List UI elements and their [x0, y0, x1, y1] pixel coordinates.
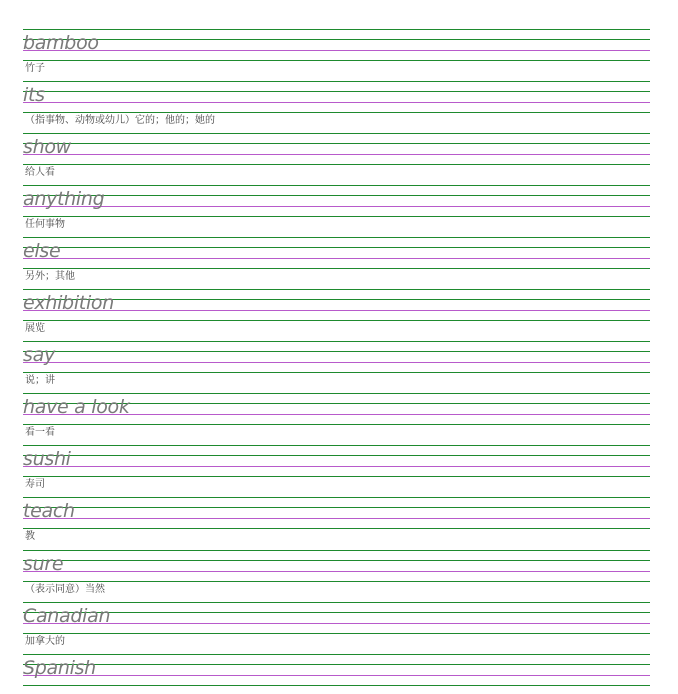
guide-line — [23, 581, 650, 582]
vocab-meaning: 看一看 — [25, 427, 55, 438]
vocab-entry — [23, 185, 650, 237]
guide-line — [23, 320, 650, 321]
vocab-word: Spanish — [23, 657, 96, 679]
baseline-guide — [23, 206, 650, 207]
vocab-meaning: 另外；其他 — [25, 271, 75, 282]
guide-line — [23, 424, 650, 425]
guide-line — [23, 216, 650, 217]
baseline-guide — [23, 362, 650, 363]
guide-line — [23, 112, 650, 113]
guide-line — [23, 195, 650, 196]
guide-line — [23, 81, 650, 82]
guide-line — [23, 445, 650, 446]
guide-line — [23, 602, 650, 603]
baseline-guide — [23, 310, 650, 311]
guide-line — [23, 550, 650, 551]
vocab-meaning: 给人看 — [25, 167, 55, 178]
guide-line — [23, 633, 650, 634]
vocab-meaning: 寿司 — [25, 479, 45, 490]
vocab-word: its — [23, 84, 45, 106]
vocab-entry — [23, 654, 650, 690]
vocab-word: exhibition — [23, 292, 114, 314]
vocab-meaning: 教 — [25, 531, 35, 542]
guide-line — [23, 247, 650, 248]
vocab-entry — [23, 289, 650, 341]
baseline-guide — [23, 258, 650, 259]
vocab-word: sushi — [23, 448, 71, 470]
guide-line — [23, 289, 650, 290]
guide-line — [23, 560, 650, 561]
guide-line — [23, 133, 650, 134]
vocab-meaning: 展览 — [25, 323, 45, 334]
vocab-entry — [23, 29, 650, 81]
guide-line — [23, 39, 650, 40]
vocab-meaning: 竹子 — [25, 63, 45, 74]
guide-line — [23, 393, 650, 394]
guide-line — [23, 164, 650, 165]
vocab-meaning: （指事物、动物或幼儿）它的；他的；她的 — [25, 115, 215, 126]
vocab-meaning: 加拿大的 — [25, 636, 65, 647]
guide-line — [23, 185, 650, 186]
guide-line — [23, 268, 650, 269]
baseline-guide — [23, 623, 650, 624]
vocab-meaning: 说；讲 — [25, 375, 55, 386]
vocab-word: anything — [23, 188, 105, 210]
vocab-entry — [23, 602, 650, 654]
baseline-guide — [23, 675, 650, 676]
baseline-guide — [23, 154, 650, 155]
baseline-guide — [23, 50, 650, 51]
vocab-word: bamboo — [23, 32, 99, 54]
guide-line — [23, 351, 650, 352]
guide-line — [23, 685, 650, 686]
guide-line — [23, 29, 650, 30]
vocab-word: Canadian — [23, 605, 111, 627]
baseline-guide — [23, 518, 650, 519]
guide-line — [23, 91, 650, 92]
vocab-entry — [23, 393, 650, 445]
guide-line — [23, 341, 650, 342]
guide-line — [23, 507, 650, 508]
vocab-entry — [23, 237, 650, 289]
guide-line — [23, 60, 650, 61]
guide-line — [23, 143, 650, 144]
vocab-meaning: 任何事物 — [25, 219, 65, 230]
vocab-entry — [23, 81, 650, 133]
guide-line — [23, 237, 650, 238]
vocab-entry — [23, 550, 650, 602]
guide-line — [23, 664, 650, 665]
baseline-guide — [23, 466, 650, 467]
vocab-word: else — [23, 240, 61, 262]
guide-line — [23, 299, 650, 300]
baseline-guide — [23, 571, 650, 572]
guide-line — [23, 612, 650, 613]
vocab-entry — [23, 133, 650, 185]
vocab-word: show — [23, 136, 71, 158]
guide-line — [23, 528, 650, 529]
vocab-word: teach — [23, 500, 75, 522]
vocab-meaning: （表示同意）当然 — [25, 584, 105, 595]
vocab-entry — [23, 341, 650, 393]
vocab-entry — [23, 497, 650, 549]
guide-line — [23, 654, 650, 655]
guide-line — [23, 497, 650, 498]
vocab-word: say — [23, 344, 55, 366]
baseline-guide — [23, 102, 650, 103]
guide-line — [23, 372, 650, 373]
vocab-word: sure — [23, 553, 64, 575]
guide-line — [23, 476, 650, 477]
guide-line — [23, 455, 650, 456]
vocab-entry — [23, 445, 650, 497]
vocab-word: have a look — [23, 396, 130, 418]
